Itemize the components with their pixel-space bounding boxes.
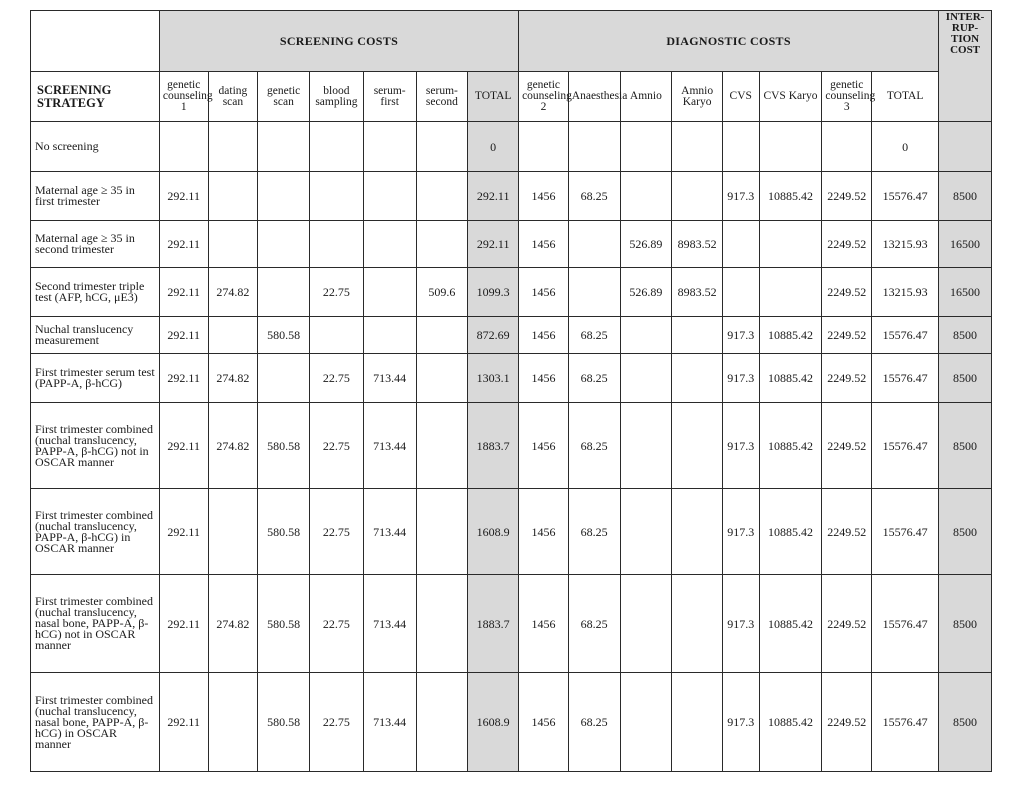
column-header: TOTAL bbox=[872, 72, 939, 122]
value-cell: 2249.52 bbox=[822, 673, 872, 772]
value-cell bbox=[620, 489, 672, 575]
value-cell: 0 bbox=[872, 122, 939, 172]
column-header: CVS Karyo bbox=[759, 72, 822, 122]
value-cell bbox=[208, 221, 258, 268]
value-cell: 917.3 bbox=[722, 317, 759, 354]
value-cell: 22.75 bbox=[310, 575, 364, 673]
value-cell: 1883.7 bbox=[468, 403, 519, 489]
value-cell: 1456 bbox=[519, 489, 569, 575]
value-cell bbox=[568, 122, 620, 172]
value-cell: 1456 bbox=[519, 673, 569, 772]
value-cell bbox=[620, 403, 672, 489]
value-cell: 917.3 bbox=[722, 489, 759, 575]
column-header: genetic counseling 2 bbox=[519, 72, 569, 122]
value-cell bbox=[208, 172, 258, 221]
value-cell: 10885.42 bbox=[759, 317, 822, 354]
column-header: Amnio bbox=[620, 72, 672, 122]
value-cell: 713.44 bbox=[363, 489, 416, 575]
value-cell: 68.25 bbox=[568, 317, 620, 354]
table-row bbox=[31, 403, 992, 489]
cost-table bbox=[30, 10, 992, 772]
value-cell: 8500 bbox=[939, 317, 992, 354]
column-header: Amnio Karyo bbox=[672, 72, 723, 122]
value-cell bbox=[416, 575, 468, 673]
table-body bbox=[31, 122, 992, 772]
value-cell: 580.58 bbox=[258, 489, 310, 575]
value-cell: 68.25 bbox=[568, 172, 620, 221]
column-header: genetic counseling 1 bbox=[159, 72, 208, 122]
value-cell: 1456 bbox=[519, 172, 569, 221]
value-cell: 15576.47 bbox=[872, 673, 939, 772]
value-cell: 8500 bbox=[939, 172, 992, 221]
value-cell bbox=[208, 122, 258, 172]
value-cell: 13215.93 bbox=[872, 221, 939, 268]
value-cell: 1303.1 bbox=[468, 354, 519, 403]
value-cell: 15576.47 bbox=[872, 317, 939, 354]
value-cell: 713.44 bbox=[363, 673, 416, 772]
strategy-cell: Second trimester triple test (AFP, hCG, μE3) bbox=[31, 268, 160, 317]
value-cell bbox=[363, 268, 416, 317]
value-cell: 292.11 bbox=[159, 172, 208, 221]
value-cell bbox=[310, 122, 364, 172]
value-cell: 292.11 bbox=[159, 575, 208, 673]
value-cell bbox=[939, 122, 992, 172]
column-header: genetic counseling 3 bbox=[822, 72, 872, 122]
value-cell bbox=[159, 122, 208, 172]
value-cell bbox=[258, 268, 310, 317]
value-cell bbox=[310, 317, 364, 354]
value-cell bbox=[672, 673, 723, 772]
value-cell bbox=[519, 122, 569, 172]
value-cell: 580.58 bbox=[258, 403, 310, 489]
value-cell: 1099.3 bbox=[468, 268, 519, 317]
value-cell bbox=[416, 489, 468, 575]
value-cell: 274.82 bbox=[208, 268, 258, 317]
value-cell bbox=[208, 673, 258, 772]
value-cell: 713.44 bbox=[363, 575, 416, 673]
value-cell: 1456 bbox=[519, 268, 569, 317]
column-header: dating scan bbox=[208, 72, 258, 122]
value-cell bbox=[258, 221, 310, 268]
value-cell: 1608.9 bbox=[468, 673, 519, 772]
value-cell bbox=[258, 172, 310, 221]
value-cell: 917.3 bbox=[722, 354, 759, 403]
column-header: CVS bbox=[722, 72, 759, 122]
value-cell: 8500 bbox=[939, 673, 992, 772]
value-cell: 8500 bbox=[939, 489, 992, 575]
value-cell: 292.11 bbox=[159, 354, 208, 403]
value-cell bbox=[672, 403, 723, 489]
value-cell: 15576.47 bbox=[872, 489, 939, 575]
strategy-cell: Nuchal translucency measurement bbox=[31, 317, 160, 354]
value-cell: 2249.52 bbox=[822, 172, 872, 221]
value-cell: 292.11 bbox=[468, 221, 519, 268]
strategy-cell: First trimester combined (nuchal translucency, PAPP-A, β-hCG) in OSCAR manner bbox=[31, 489, 160, 575]
value-cell: 1456 bbox=[519, 354, 569, 403]
value-cell: 580.58 bbox=[258, 317, 310, 354]
value-cell: 1456 bbox=[519, 403, 569, 489]
value-cell: 15576.47 bbox=[872, 354, 939, 403]
value-cell bbox=[568, 268, 620, 317]
value-cell bbox=[672, 172, 723, 221]
value-cell: 1456 bbox=[519, 317, 569, 354]
value-cell bbox=[416, 317, 468, 354]
value-cell: 917.3 bbox=[722, 575, 759, 673]
value-cell: 2249.52 bbox=[822, 489, 872, 575]
value-cell bbox=[722, 268, 759, 317]
diagnostic-costs-header: DIAGNOSTIC COSTS bbox=[519, 11, 939, 72]
value-cell: 8983.52 bbox=[672, 268, 723, 317]
value-cell: 10885.42 bbox=[759, 489, 822, 575]
value-cell: 917.3 bbox=[722, 403, 759, 489]
value-cell bbox=[416, 403, 468, 489]
value-cell: 8500 bbox=[939, 403, 992, 489]
value-cell bbox=[416, 221, 468, 268]
value-cell bbox=[208, 489, 258, 575]
corner-cell bbox=[31, 11, 160, 72]
value-cell bbox=[672, 489, 723, 575]
value-cell: 10885.42 bbox=[759, 403, 822, 489]
value-cell: 2249.52 bbox=[822, 221, 872, 268]
strategy-cell: First trimester combined (nuchal translucency, nasal bone, PAPP-A, β-hCG) in OSCAR manner bbox=[31, 673, 160, 772]
value-cell bbox=[722, 122, 759, 172]
value-cell: 68.25 bbox=[568, 673, 620, 772]
strategy-cell: First trimester serum test (PAPP-A, β-hCG) bbox=[31, 354, 160, 403]
value-cell bbox=[672, 122, 723, 172]
value-cell bbox=[568, 221, 620, 268]
value-cell: 292.11 bbox=[468, 172, 519, 221]
value-cell bbox=[363, 317, 416, 354]
value-cell bbox=[620, 122, 672, 172]
value-cell: 8983.52 bbox=[672, 221, 723, 268]
value-cell: 274.82 bbox=[208, 354, 258, 403]
value-cell: 68.25 bbox=[568, 575, 620, 673]
table-row bbox=[31, 317, 992, 354]
value-cell bbox=[363, 122, 416, 172]
value-cell bbox=[620, 575, 672, 673]
column-header-row bbox=[31, 72, 992, 122]
value-cell bbox=[759, 221, 822, 268]
value-cell bbox=[208, 317, 258, 354]
value-cell: 274.82 bbox=[208, 575, 258, 673]
value-cell: 2249.52 bbox=[822, 268, 872, 317]
value-cell: 22.75 bbox=[310, 673, 364, 772]
value-cell: 292.11 bbox=[159, 221, 208, 268]
value-cell: 10885.42 bbox=[759, 354, 822, 403]
value-cell bbox=[310, 172, 364, 221]
value-cell: 15576.47 bbox=[872, 575, 939, 673]
value-cell: 15576.47 bbox=[872, 172, 939, 221]
value-cell: 526.89 bbox=[620, 221, 672, 268]
value-cell: 68.25 bbox=[568, 403, 620, 489]
value-cell: 526.89 bbox=[620, 268, 672, 317]
value-cell: 1456 bbox=[519, 221, 569, 268]
column-header: Anaesthesia bbox=[568, 72, 620, 122]
strategy-cell: First trimester combined (nuchal translucency, PAPP-A, β-hCG) not in OSCAR manner bbox=[31, 403, 160, 489]
value-cell bbox=[620, 172, 672, 221]
value-cell bbox=[672, 317, 723, 354]
table-row bbox=[31, 354, 992, 403]
value-cell: 8500 bbox=[939, 354, 992, 403]
table-row bbox=[31, 122, 992, 172]
value-cell bbox=[258, 354, 310, 403]
value-cell: 22.75 bbox=[310, 403, 364, 489]
column-header: serum-second bbox=[416, 72, 468, 122]
value-cell bbox=[672, 575, 723, 673]
table-row bbox=[31, 172, 992, 221]
value-cell bbox=[822, 122, 872, 172]
value-cell: 13215.93 bbox=[872, 268, 939, 317]
screening-costs-header: SCREENING COSTS bbox=[159, 11, 518, 72]
value-cell: 68.25 bbox=[568, 354, 620, 403]
value-cell: 1608.9 bbox=[468, 489, 519, 575]
value-cell bbox=[258, 122, 310, 172]
value-cell: 16500 bbox=[939, 221, 992, 268]
value-cell: 509.6 bbox=[416, 268, 468, 317]
value-cell bbox=[363, 221, 416, 268]
value-cell: 274.82 bbox=[208, 403, 258, 489]
value-cell: 10885.42 bbox=[759, 575, 822, 673]
value-cell: 10885.42 bbox=[759, 673, 822, 772]
value-cell bbox=[416, 354, 468, 403]
value-cell: 292.11 bbox=[159, 268, 208, 317]
value-cell: 2249.52 bbox=[822, 317, 872, 354]
strategy-cell: No screening bbox=[31, 122, 160, 172]
value-cell: 713.44 bbox=[363, 354, 416, 403]
value-cell: 917.3 bbox=[722, 172, 759, 221]
value-cell: 16500 bbox=[939, 268, 992, 317]
table-row bbox=[31, 221, 992, 268]
value-cell: 872.69 bbox=[468, 317, 519, 354]
value-cell: 8500 bbox=[939, 575, 992, 673]
interruption-cost-header: INTER-RUP-TION COST bbox=[939, 11, 992, 122]
value-cell: 580.58 bbox=[258, 673, 310, 772]
screening-strategy-header: SCREENING STRATEGY bbox=[31, 72, 160, 122]
value-cell bbox=[416, 122, 468, 172]
strategy-cell: Maternal age ≥ 35 in second trimester bbox=[31, 221, 160, 268]
value-cell: 292.11 bbox=[159, 317, 208, 354]
strategy-cell: First trimester combined (nuchal translucency, nasal bone, PAPP-A, β-hCG) not in OSCAR manner bbox=[31, 575, 160, 673]
strategy-cell: Maternal age ≥ 35 in first trimester bbox=[31, 172, 160, 221]
column-header: genetic scan bbox=[258, 72, 310, 122]
table-row bbox=[31, 575, 992, 673]
value-cell: 1456 bbox=[519, 575, 569, 673]
column-header: serum-first bbox=[363, 72, 416, 122]
column-header: blood sampling bbox=[310, 72, 364, 122]
value-cell bbox=[620, 317, 672, 354]
value-cell bbox=[310, 221, 364, 268]
value-cell: 22.75 bbox=[310, 489, 364, 575]
column-header: TOTAL bbox=[468, 72, 519, 122]
value-cell bbox=[759, 268, 822, 317]
value-cell bbox=[620, 354, 672, 403]
value-cell bbox=[722, 221, 759, 268]
value-cell bbox=[416, 172, 468, 221]
value-cell bbox=[416, 673, 468, 772]
value-cell: 917.3 bbox=[722, 673, 759, 772]
value-cell: 22.75 bbox=[310, 268, 364, 317]
value-cell: 580.58 bbox=[258, 575, 310, 673]
value-cell: 0 bbox=[468, 122, 519, 172]
value-cell: 2249.52 bbox=[822, 403, 872, 489]
value-cell bbox=[759, 122, 822, 172]
table-row bbox=[31, 673, 992, 772]
value-cell: 292.11 bbox=[159, 673, 208, 772]
table-row bbox=[31, 489, 992, 575]
table-row bbox=[31, 268, 992, 317]
value-cell: 2249.52 bbox=[822, 354, 872, 403]
group-header-row bbox=[31, 11, 992, 72]
value-cell bbox=[672, 354, 723, 403]
value-cell: 713.44 bbox=[363, 403, 416, 489]
value-cell: 68.25 bbox=[568, 489, 620, 575]
value-cell: 292.11 bbox=[159, 403, 208, 489]
value-cell: 292.11 bbox=[159, 489, 208, 575]
value-cell bbox=[363, 172, 416, 221]
value-cell: 1883.7 bbox=[468, 575, 519, 673]
value-cell: 22.75 bbox=[310, 354, 364, 403]
value-cell: 2249.52 bbox=[822, 575, 872, 673]
value-cell bbox=[620, 673, 672, 772]
value-cell: 15576.47 bbox=[872, 403, 939, 489]
value-cell: 10885.42 bbox=[759, 172, 822, 221]
